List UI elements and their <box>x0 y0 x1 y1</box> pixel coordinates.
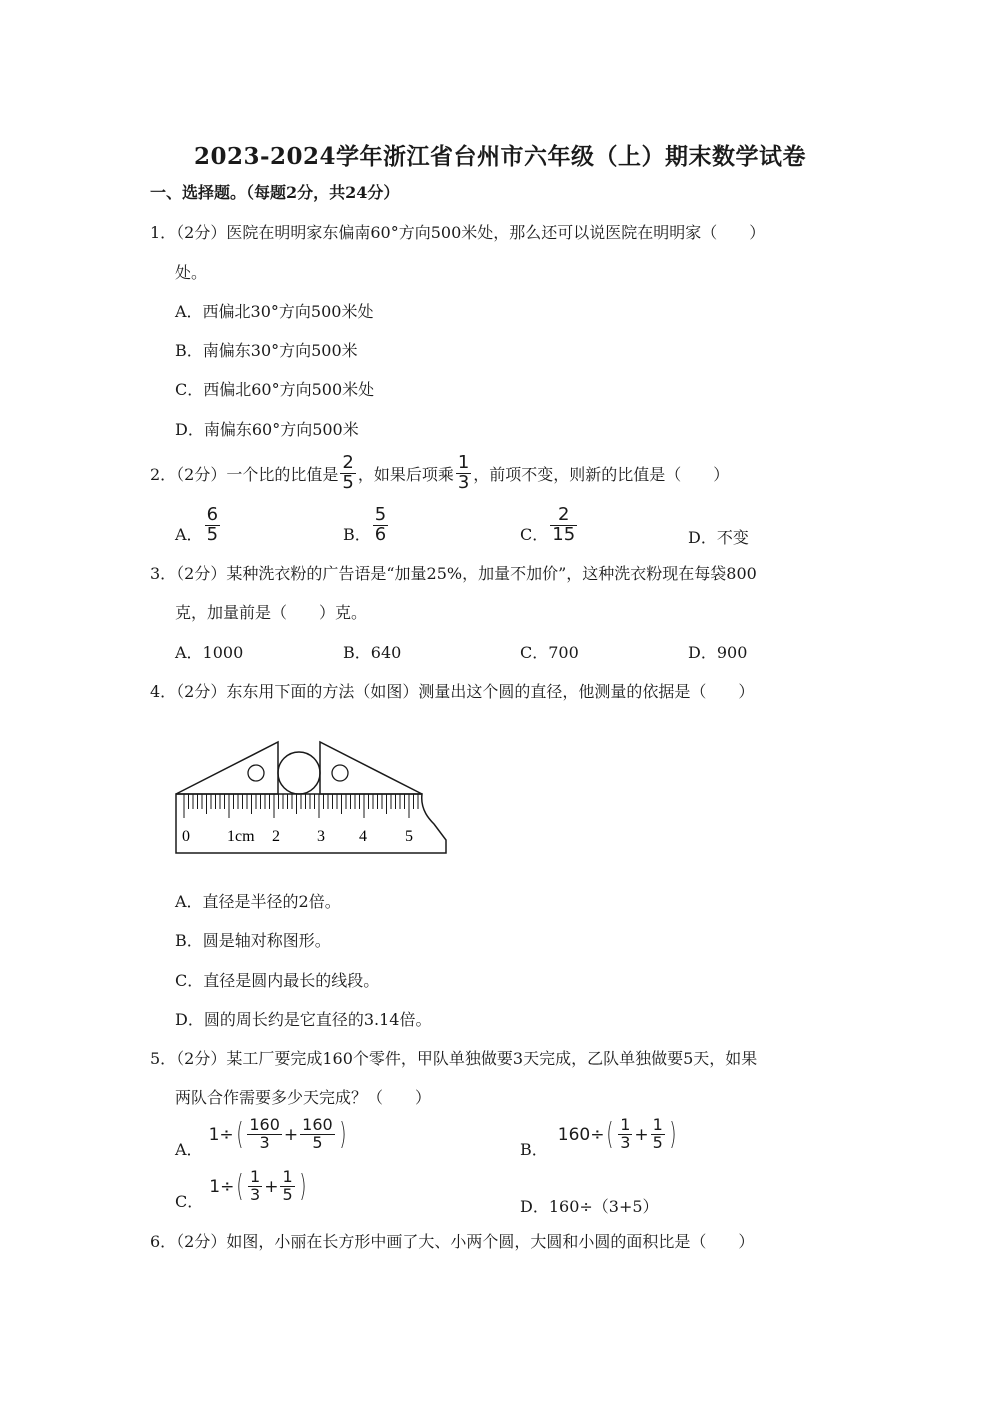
expression-lead: 1÷ <box>209 1176 235 1197</box>
q1-option-b: B．南偏东30°方向500米 <box>175 341 358 360</box>
fraction-denominator: 5 <box>206 524 219 546</box>
page-title: 2023-2024学年浙江省台州市六年级（上）期末数学试卷 <box>193 143 807 170</box>
q3-option-d: D．900 <box>688 643 748 662</box>
fraction-numerator: 2 <box>342 451 354 473</box>
option-text: 不变 <box>716 528 749 547</box>
question-5-line-2: 两队合作需要多少天完成？（ ） <box>175 1088 432 1107</box>
ruler-label-0: 0 <box>182 828 190 845</box>
left-paren: ( <box>606 1117 614 1152</box>
fraction-denominator: 3 <box>259 1133 270 1152</box>
option-label: B． <box>343 525 371 544</box>
question-3-line-1: 3．（2分）某种洗衣粉的广告语是“加量25%，加量不加价”，这种洗衣粉现在每袋800 <box>150 564 757 583</box>
question-1-line-2: 处。 <box>175 263 208 282</box>
q2-fraction-1 <box>340 451 355 493</box>
question-5-line-1: 5．（2分）某工厂要完成160个零件，甲队单独做要3天完成，乙队单独做要5天，如果 <box>150 1049 758 1068</box>
section-heading: 一、选择题。（每题2分，共24分） <box>150 183 400 202</box>
q2-middle: ，如果后项乘 <box>357 464 454 484</box>
option-label: A． <box>175 1140 203 1159</box>
expression-fraction-2 <box>280 1169 294 1204</box>
option-fraction <box>550 506 577 545</box>
expression-fraction-1 <box>247 1117 282 1152</box>
fraction-numerator: 5 <box>374 504 387 526</box>
fraction-denominator: 6 <box>374 524 387 546</box>
fraction-numerator: 1 <box>282 1167 293 1187</box>
question-2-stem <box>150 448 729 498</box>
fraction-numerator: 6 <box>206 504 219 526</box>
q2-option-c <box>520 497 579 545</box>
fraction-denominator: 5 <box>342 471 354 493</box>
fraction-denominator: 5 <box>282 1185 293 1204</box>
question-6-line-1: 6．（2分）如图，小丽在长方形中画了大、小两个圆，大圆和小圆的面积比是（ ） <box>150 1232 755 1251</box>
q1-option-c: C．西偏北60°方向500米处 <box>175 380 375 399</box>
q1-option-a: A．西偏北30°方向500米处 <box>175 302 374 321</box>
q2-suffix: ，前项不变，则新的比值是（ ） <box>473 464 730 484</box>
fraction-numerator: 160 <box>302 1115 333 1135</box>
ruler-label-4: 4 <box>359 828 367 845</box>
ruler-label-2: 2 <box>272 828 280 845</box>
fraction-denominator: 15 <box>552 524 576 546</box>
expression-fraction-1 <box>248 1169 262 1204</box>
q3-option-c: C．700 <box>520 643 579 662</box>
expression-operator: + <box>283 1124 299 1145</box>
fraction-denominator: 5 <box>312 1133 323 1152</box>
option-expression <box>558 1117 679 1152</box>
right-set-square <box>320 742 422 794</box>
ruler-label-1cm: 1cm <box>227 828 255 845</box>
q1-option-d: D．南偏东60°方向500米 <box>175 420 359 439</box>
option-label: C． <box>175 1192 204 1211</box>
ruler-measurement-figure <box>168 740 458 860</box>
right-set-square-hole <box>332 765 348 781</box>
expression-lead: 1÷ <box>208 1124 234 1145</box>
ruler-label-3: 3 <box>317 828 325 845</box>
option-fraction <box>205 506 220 545</box>
ruler-ticks <box>184 794 418 818</box>
fraction-numerator: 1 <box>457 451 470 473</box>
q2-prefix: 2．（2分）一个比的比值是 <box>150 464 339 484</box>
fraction-denominator: 5 <box>652 1133 663 1152</box>
q2-option-b <box>343 497 390 545</box>
fraction-denominator: 3 <box>457 471 470 493</box>
left-paren: ( <box>235 1117 243 1152</box>
fraction-numerator: 160 <box>249 1115 280 1135</box>
question-4-line-1: 4．（2分）东东用下面的方法（如图）测量出这个圆的直径，他测量的依据是（ ） <box>150 682 755 701</box>
q5-option-b <box>520 1112 679 1164</box>
right-paren: ) <box>669 1117 677 1152</box>
fraction-numerator: 1 <box>250 1167 261 1187</box>
left-paren: ( <box>236 1169 244 1204</box>
ruler-label-5: 5 <box>405 828 413 845</box>
expression-operator: + <box>634 1124 649 1145</box>
option-label: B． <box>520 1140 548 1159</box>
right-paren: ) <box>339 1117 347 1152</box>
q2-option-d <box>688 525 749 548</box>
expression-fraction-1 <box>618 1117 632 1152</box>
q2-option-a <box>175 497 222 545</box>
q4-option-a: A．直径是半径的2倍。 <box>175 892 341 911</box>
measured-circle <box>278 752 320 794</box>
q2-fraction-2 <box>456 451 471 493</box>
expression-fraction-2 <box>300 1117 335 1152</box>
option-fraction <box>373 506 388 545</box>
right-paren: ) <box>299 1169 307 1204</box>
q3-option-b: B．640 <box>343 643 402 662</box>
expression-fraction-2 <box>651 1117 665 1152</box>
expression-lead: 160÷ <box>557 1124 605 1145</box>
option-label: D． <box>688 528 717 547</box>
q5-option-a <box>175 1112 348 1164</box>
fraction-denominator: 3 <box>250 1185 261 1204</box>
q4-option-d: D．圆的周长约是它直径的3.14倍。 <box>175 1010 432 1029</box>
q4-option-c: C．直径是圆内最长的线段。 <box>175 971 380 990</box>
expression-operator: + <box>264 1176 279 1197</box>
q5-option-d: D．160÷（3+5） <box>520 1197 659 1216</box>
option-label: A． <box>175 525 203 544</box>
q5-option-c <box>175 1164 308 1216</box>
question-1-line-1: 1．（2分）医院在明明家东偏南60°方向500米处，那么还可以说医院在明明家（ ） <box>150 223 766 242</box>
fraction-numerator: 2 <box>550 506 577 526</box>
option-expression <box>209 1117 349 1152</box>
fraction-denominator: 3 <box>620 1133 631 1152</box>
question-3-line-2: 克，加量前是（ ）克。 <box>175 603 368 622</box>
fraction-numerator: 1 <box>620 1115 631 1135</box>
option-label: C． <box>520 525 549 544</box>
option-expression <box>209 1169 308 1204</box>
fraction-numerator: 1 <box>652 1115 663 1135</box>
left-set-square-hole <box>248 765 264 781</box>
q3-option-a: A．1000 <box>175 643 244 662</box>
q4-option-b: B．圆是轴对称图形。 <box>175 931 331 950</box>
